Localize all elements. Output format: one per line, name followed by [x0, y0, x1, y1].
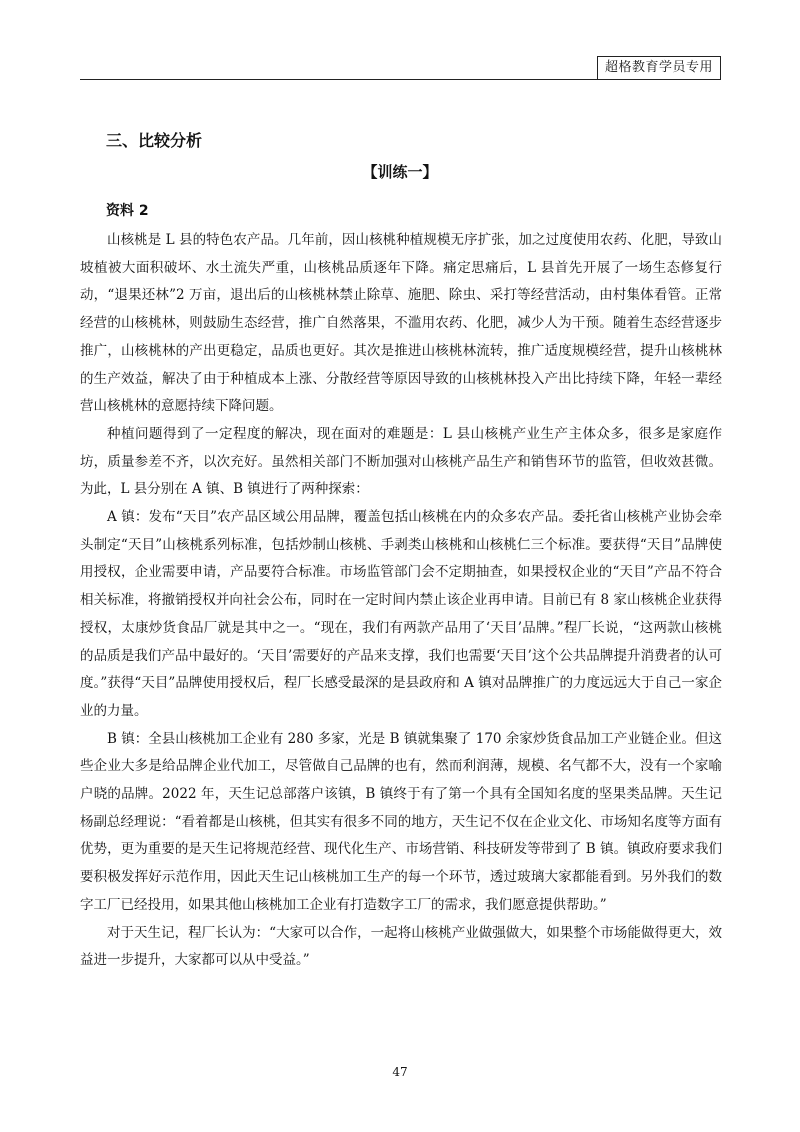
- paragraph: 山核桃是 L 县的特色农产品。几年前，因山核桃种植规模无序扩张，加之过度使用农药、化肥，导致山坡植被大面积破坏、水土流失严重，山核桃品质逐年下降。痛定思痛后，L 县首先开展了一场生态修复行动，“退果还林”2 万亩，退出后的山核桃林禁止除草、施肥、除虫、采打等经营活动，由村集体看管。正常经营的山核桃林，则鼓励生态经营，推广自然落果，不滥用农药、化肥，减少人为干预。随着生态经营逐步推广，山核桃林的产出更稳定，品质也更好。其次是推进山核桃林流转，推广适度规模经营，提升山核桃林的生产效益，解决了由于种植成本上涨、分散经营等原因导致的山核桃林投入产出比持续下降，年轻一辈经营山核桃林的意愿持续下降问题。: [80, 232, 722, 415]
- body-text: [80, 227, 722, 975]
- page-number: 47: [392, 1065, 408, 1079]
- section-title: 三、比较分析: [106, 131, 203, 150]
- paragraph: 对于天生记，程厂长认为：“大家可以合作，一起将山核桃产业做强做大，如果整个市场能做得更大，效益进一步提升，大家都可以从中受益。”: [80, 924, 722, 969]
- paragraph: A 镇：发布“天目”农产品区域公用品牌，覆盖包括山核桃在内的众多农产品。委托省山核桃产业协会牵头制定“天目”山核桃系列标准，包括炒制山核桃、手剥类山核桃和山核桃仁三个标准。要获得“天目”品牌使用授权，企业需要申请，产品要符合标准。市场监管部门会不定期抽查，如果授权企业的“天目”产品不符合相关标准，将撤销授权并向社会公布，同时在一定时间内禁止该企业再申请。目前已有 8 家山核桃企业获得授权，太康炒货食品厂就是其中之一。“现在，我们有两款产品用了‘天目’品牌。”程厂长说，“这两款山核桃的品质是我们产品中最好的。‘天目’需要好的产品来支撑，我们也需要‘天目’这个公共品牌提升消费者的认可度。”获得“天目”品牌使用授权后，程厂长感受最深的是县政府和 A 镇对品牌推广的力度远远大于自己一家企业的力量。: [80, 509, 722, 719]
- paragraph: B 镇：全县山核桃加工企业有 280 多家，光是 B 镇就集聚了 170 余家炒货食品加工产业链企业。但这些企业大多是给品牌企业代加工，尽管做自己品牌的也有，然而利润薄，规模、名气都不大，没有一个家喻户晓的品牌。2022 年，天生记总部落户该镇，B 镇终于有了第一个具有全国知名度的坚果类品牌。天生记杨副总经理说：“看着都是山核桃，但其实有很多不同的地方，天生记不仅在企业文化、市场知名度等方面有优势，更为重要的是天生记将规范经营、现代化生产、市场营销、科技研发等带到了 B 镇。镇政府要求我们要积极发挥好示范作用，因此天生记山核桃加工生产的每一个环节，透过玻璃大家都能看到。另外我们的数字工厂已经投用，如果其他山核桃加工企业有打造数字工厂的需求，我们愿意提供帮助。”: [80, 730, 722, 913]
- header-badge: 超格教育学员专用: [597, 56, 721, 80]
- training-title: 【训练一】: [362, 163, 438, 181]
- paragraph: 种植问题得到了一定程度的解决，现在面对的难题是：L 县山核桃产业生产主体众多，很多是家庭作坊，质量参差不齐，以次充好。虽然相关部门不断加强对山核桃产品生产和销售环节的监管，但收效甚微。为此，L 县分别在 A 镇、B 镇进行了两种探索：: [80, 425, 722, 498]
- material-label: 资料 2: [106, 203, 149, 219]
- header-rule: [80, 79, 721, 80]
